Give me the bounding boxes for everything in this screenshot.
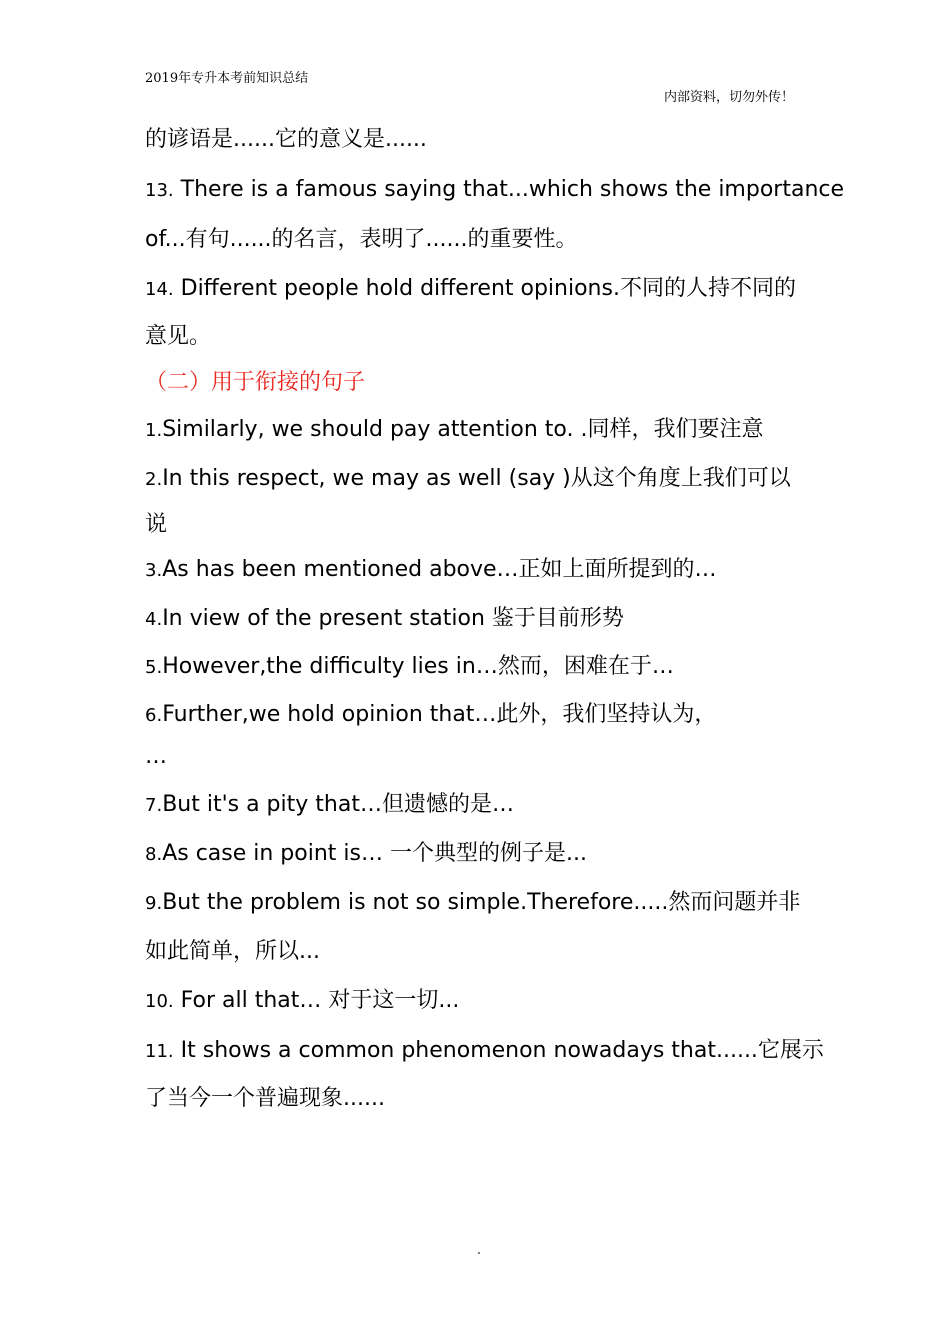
text-line (145, 888, 800, 919)
line-text: of...有句......的名言，表明了......的重要性。 (145, 227, 578, 252)
line-text: … (145, 744, 167, 769)
line-text: Further,we hold opinion that…此外，我们坚持认为， (162, 702, 717, 727)
line-text: 意见。 (145, 324, 212, 349)
text-line (145, 510, 167, 541)
text-line (145, 839, 587, 870)
line-number: 3. (145, 560, 163, 581)
text-line (145, 274, 796, 305)
text-line (145, 742, 167, 773)
line-text: In this respect, we may as well (say )从这个角度上我们可以 (162, 466, 791, 491)
text-line (145, 464, 791, 495)
text-line (145, 700, 716, 731)
line-number: 5. (145, 657, 163, 678)
line-text: 说 (145, 512, 168, 537)
text-line (145, 322, 211, 353)
line-number: 11. (145, 1041, 174, 1062)
text-line (145, 125, 427, 156)
text-line (145, 1084, 385, 1115)
line-text: 了当今一个普遍现象...... (145, 1086, 385, 1111)
line-text: For all that… 对于这一切... (173, 988, 460, 1013)
page-header-left: 2019年专升本考前知识总结 (145, 71, 309, 86)
line-text: Similarly, we should pay attention to. .同样，我们要注意 (162, 417, 764, 442)
footer-dot (478, 1252, 480, 1254)
line-text: In view of the present station 鉴于目前形势 (162, 606, 624, 631)
line-number: 13. (145, 180, 174, 201)
line-number: 4. (145, 609, 163, 630)
line-number: 9. (145, 893, 163, 914)
line-text: It shows a common phenomenon nowadays that......它展示 (173, 1038, 824, 1063)
text-line (145, 225, 578, 256)
text-line (145, 937, 320, 968)
page-header-right: 内部资料，切勿外传！ (664, 90, 795, 105)
line-text: But it's a pity that…但遗憾的是… (162, 792, 514, 817)
line-text: There is a famous saying that...which shows the importance (173, 177, 845, 202)
line-number: 1. (145, 420, 163, 441)
line-text: Different people hold different opinions.不同的人持不同的 (173, 276, 796, 301)
line-number: 7. (145, 795, 163, 816)
line-text: However,the difficulty lies in…然而，困难在于… (162, 654, 674, 679)
line-text: But the problem is not so simple.Therefore.....然而问题并非 (162, 890, 801, 915)
section-heading (145, 368, 365, 399)
line-text: 的谚语是......它的意义是...... (145, 127, 427, 152)
line-number: 2. (145, 469, 163, 490)
text-line (145, 986, 459, 1017)
line-number: 6. (145, 705, 163, 726)
text-line (145, 790, 514, 821)
text-line (145, 652, 674, 683)
line-text: As has been mentioned above…正如上面所提到的… (162, 557, 717, 582)
text-line (145, 415, 763, 446)
text-line (145, 604, 624, 635)
line-number: 8. (145, 844, 163, 865)
text-line (145, 1036, 824, 1067)
text-line (145, 555, 717, 586)
text-line (145, 175, 844, 206)
line-number: 14. (145, 279, 174, 300)
line-text: 如此简单，所以... (145, 939, 320, 964)
line-number: 10. (145, 991, 174, 1012)
section-heading-text: （二）用于衔接的句子 (145, 370, 366, 395)
line-text: As case in point is… 一个典型的例子是... (162, 841, 587, 866)
